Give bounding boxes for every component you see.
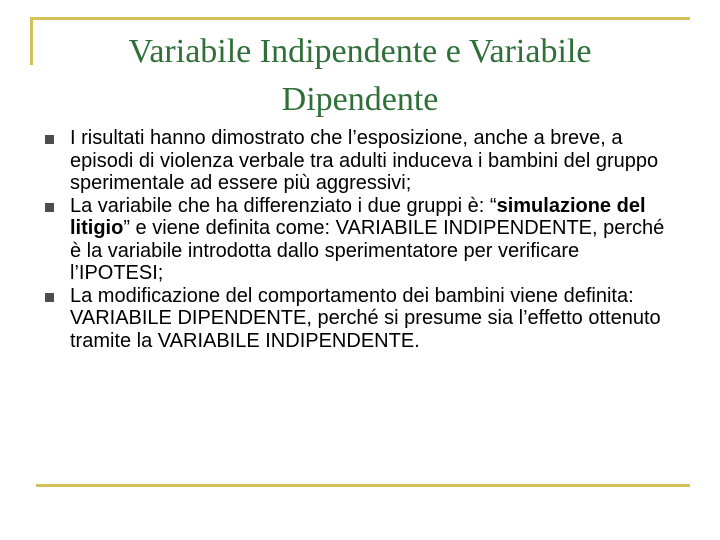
square-bullet-icon (45, 293, 54, 302)
slide-title: Variabile Indipendente e Variabile Dipendente (128, 33, 592, 118)
bullet-text-1: I risultati hanno dimostrato che l’esposizione, anche a breve, a episodi di violenza verbale tra adulti induceva i bambini del gruppo sperimentale ad essere più aggressivi; (70, 127, 659, 194)
bullet-item-3 (44, 285, 674, 353)
bullet-text-2-before: La variabile che ha differenziato i due gruppi è: “ (70, 194, 497, 217)
top-rule (30, 17, 690, 20)
bullet-text-3: La modificazione del comportamento dei bambini viene definita: VARIABILE DIPENDENTE, perché si presume sia l’effetto ottenuto tramite la VARIABILE INDIPENDENTE. (70, 284, 661, 352)
bullet-item-1 (44, 127, 674, 195)
bullet-text-2-after: ” e viene definita come: VARIABILE INDIPENDENTE, perché è la variabile introdotta dallo sperimentatore per verificare l’IPOTESI; (70, 217, 665, 284)
square-bullet-icon (45, 135, 54, 144)
left-rule (30, 17, 33, 65)
bullet-text-2-bold: simulazione del litigio (70, 194, 646, 239)
bullet-item-2 (44, 195, 674, 285)
bottom-rule (36, 484, 690, 487)
square-bullet-icon (45, 203, 54, 212)
bullet-list (44, 127, 674, 352)
